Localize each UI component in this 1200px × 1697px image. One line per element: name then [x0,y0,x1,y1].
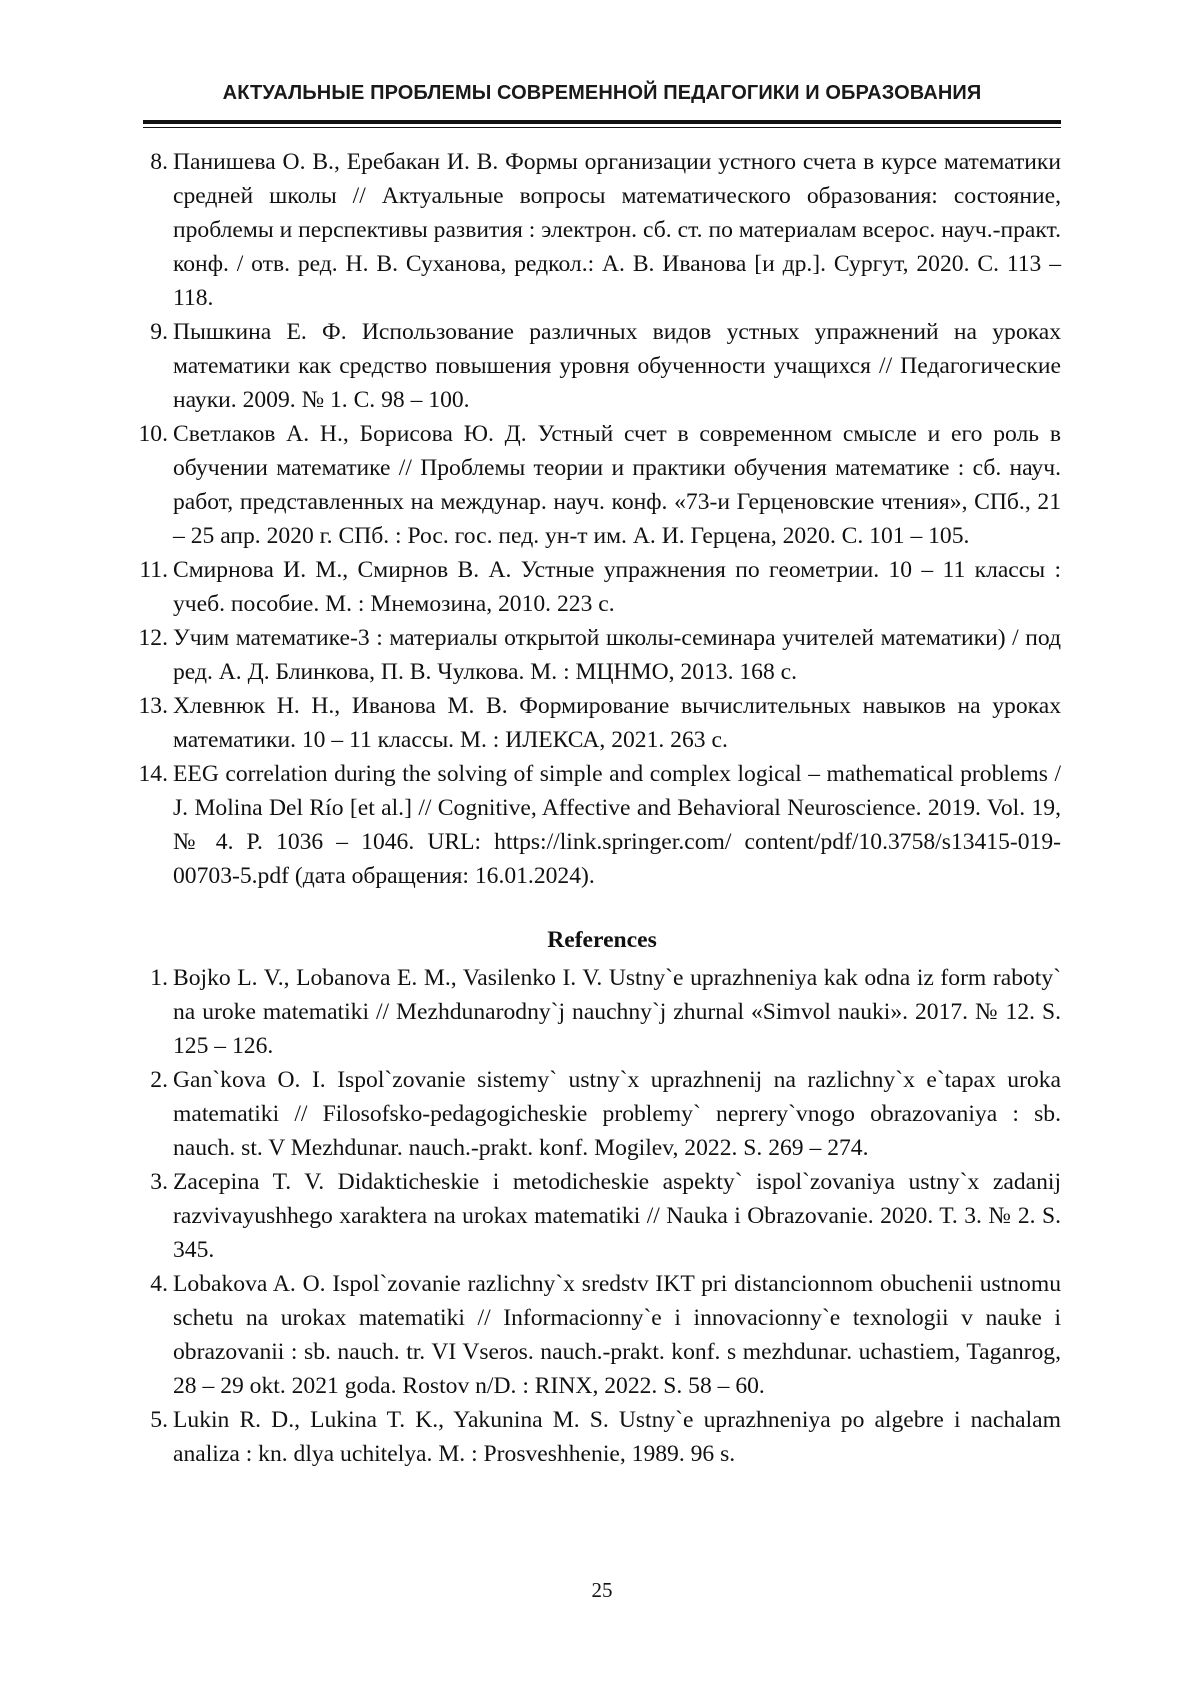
bibliography-item [143,553,1061,621]
item-text: EEG correlation during the solving of simple and complex logical – mathematical problems / J. Molina Del Río [et al.] // Cognitive, Affective and Behavioral Neuroscience. 2019. Vol. 19, № 4. P. 1036 – 1046. URL: https://link.springer.com/ content/pdf/10.3758/s13415-019-00703-5.pdf (дата обращения: 16.01.2024). [173,757,1061,893]
item-text: Lobakova A. O. Ispol`zovanie razlichny`x sredstv IKT pri distancionnom obuchenii ustnomu schetu na urokax matematiki // Informacionny`e i innovacionny`e texnologii v nauke i obrazovanii : sb. nauch. tr. VI Vseros. nauch.-prakt. konf. s mezhdunar. uchastiem, Taganrog, 28 – 29 okt. 2021 goda. Rostov n/D. : RINX, 2022. S. 58 – 60. [173,1267,1061,1403]
bibliography-item [143,689,1061,757]
item-text: Светлаков А. Н., Борисова Ю. Д. Устный счет в современном смысле и его роль в обучении математике // Проблемы теории и практики обучения математике : сб. науч. работ, представленных на междунар. науч. конф. «73-и Герценовские чтения», СПб., 21 – 25 апр. 2020 г. СПб. : Рос. гос. пед. ун-т им. А. И. Герцена, 2020. С. 101 – 105. [173,417,1061,553]
running-header: АКТУАЛЬНЫЕ ПРОБЛЕМЫ СОВРЕМЕННОЙ ПЕДАГОГИКИ И ОБРАЗОВАНИЯ [143,82,1061,105]
item-number: 13. [107,689,168,723]
item-text: Смирнова И. М., Смирнов В. А. Устные упражнения по геометрии. 10 – 11 классы : учеб. пособие. М. : Мнемозина, 2010. 223 с. [173,553,1061,621]
item-text: Bojko L. V., Lobanova E. M., Vasilenko I. V. Ustny`e uprazhneniya kak odna iz form raboty` na uroke matematiki // Mezhdunarodny`j nauchny`j zhurnal «Simvol nauki». 2017. № 12. S. 125 – 126. [173,961,1061,1063]
reference-item [143,1403,1061,1471]
item-number: 14. [107,757,168,791]
bibliography-item [143,417,1061,553]
item-text: Zacepina T. V. Didakticheskie i metodicheskie aspekty` ispol`zovaniya ustny`x zadanij razvivayushhego xaraktera na urokax matematiki // Nauka i Obrazovanie. 2020. T. 3. № 2. S. 345. [173,1165,1061,1267]
reference-item [143,1063,1061,1165]
bibliography-list [143,145,1061,893]
item-number: 8. [107,145,168,179]
item-number: 5. [107,1403,168,1437]
references-list [143,961,1061,1471]
item-number: 1. [107,961,168,995]
header-rule-thin [143,127,1061,128]
header-rule-thick [143,120,1061,124]
bibliography-item [143,757,1061,893]
reference-item [143,1267,1061,1403]
references-heading: References [143,923,1061,957]
item-text: Lukin R. D., Lukina T. K., Yakunina M. S. Ustny`e uprazhneniya po algebre i nachalam analiza : kn. dlya uchitelya. M. : Prosveshhenie, 1989. 96 s. [173,1403,1061,1471]
item-text: Хлевнюк Н. Н., Иванова М. В. Формирование вычислительных навыков на уроках математики. 10 – 11 классы. М. : ИЛЕКСА, 2021. 263 с. [173,689,1061,757]
item-number: 4. [107,1267,168,1301]
item-number: 9. [107,315,168,349]
item-number: 3. [107,1165,168,1199]
item-number: 12. [107,621,168,655]
item-text: Учим математике-3 : материалы открытой школы-семинара учителей математики) / под ред. А. Д. Блинкова, П. В. Чулкова. М. : МЦНМО, 2013. 168 с. [173,621,1061,689]
item-text: Пышкина Е. Ф. Использование различных видов устных упражнений на уроках математики как средство повышения уровня обученности учащихся // Педагогические науки. 2009. № 1. С. 98 – 100. [173,315,1061,417]
reference-item [143,961,1061,1063]
reference-item [143,1165,1061,1267]
item-text: Gan`kova O. I. Ispol`zovanie sistemy` ustny`x uprazhnenij na razlichny`x e`tapax uroka matematiki // Filosofsko-pedagogicheskie problemy` neprery`vnogo obrazovaniya : sb. nauch. st. V Mezhdunar. nauch.-prakt. konf. Mogilev, 2022. S. 269 – 274. [173,1063,1061,1165]
bibliography-item [143,621,1061,689]
item-number: 11. [107,553,168,587]
item-number: 2. [107,1063,168,1097]
item-text: Панишева О. В., Еребакан И. В. Формы организации устного счета в курсе математики средней школы // Актуальные вопросы математического образования: состояние, проблемы и перспективы развития : электрон. сб. ст. по материалам всерос. науч.-практ. конф. / отв. ред. Н. В. Суханова, редкол.: А. В. Иванова [и др.]. Сургут, 2020. С. 113 – 118. [173,145,1061,315]
item-number: 10. [107,417,168,451]
bibliography-item [143,315,1061,417]
bibliography-item [143,145,1061,315]
page-content [143,145,1061,1471]
page-number: 25 [143,1578,1061,1603]
